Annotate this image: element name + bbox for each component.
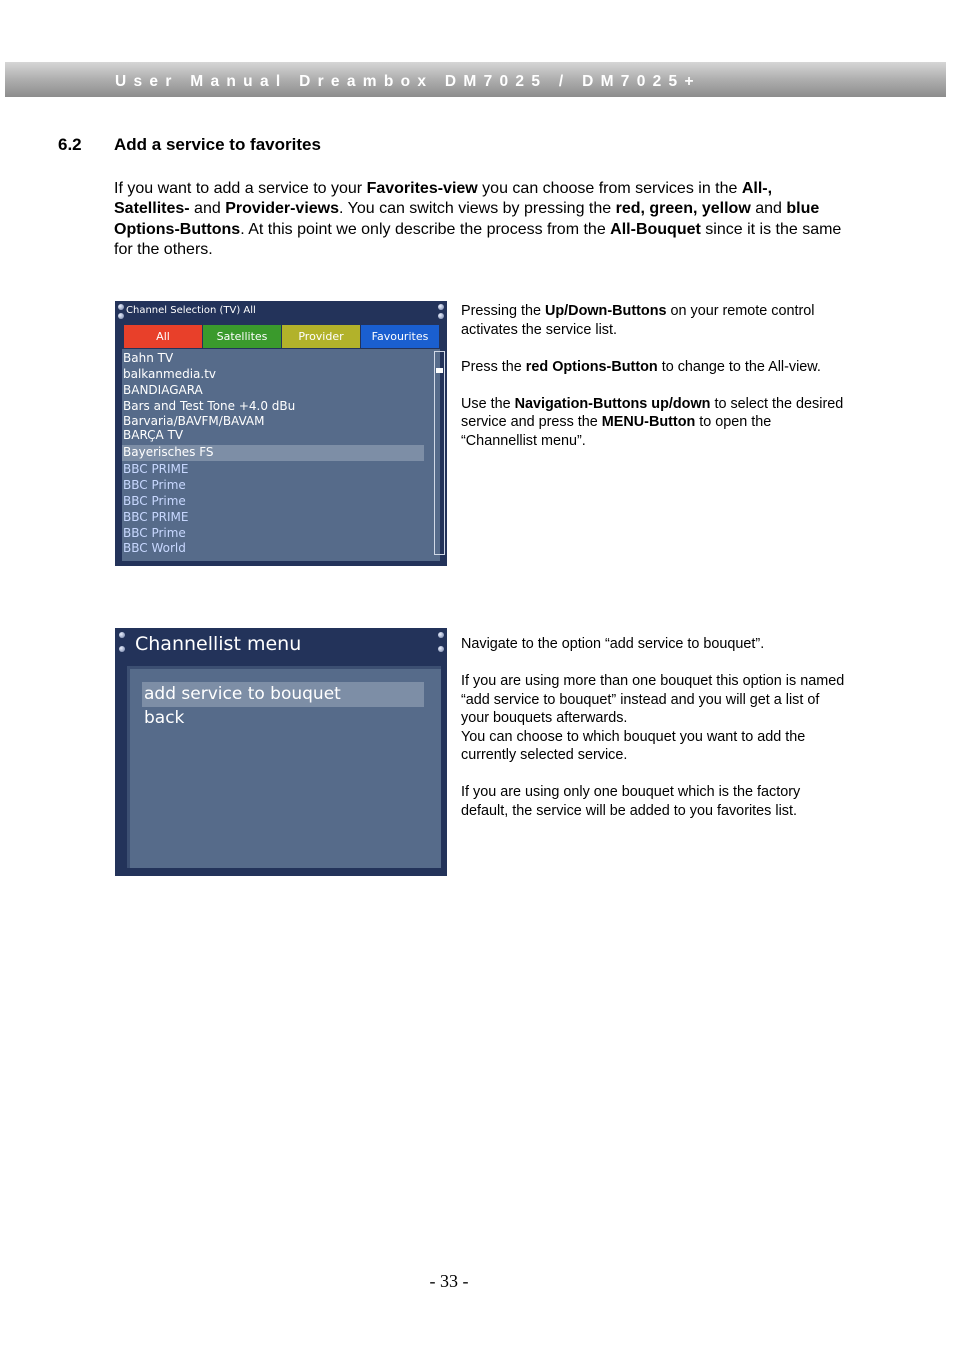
channel-item[interactable]: BANDIAGARA (123, 383, 203, 397)
channellist-menu-screenshot (115, 628, 447, 876)
channel-item[interactable]: BBC World (123, 541, 186, 555)
screw-icon (438, 304, 444, 310)
channel-selection-screenshot (115, 301, 447, 566)
screw-icon (119, 632, 125, 638)
screw-icon (438, 632, 444, 638)
channel-item[interactable]: BARÇA TV (123, 428, 184, 442)
channel-item[interactable]: Barvaria/BAVFM/BAVAM (123, 414, 265, 428)
menu-panel (127, 666, 441, 868)
channel-item[interactable]: BBC PRIME (123, 462, 189, 476)
menu-item-add-service-to-bouquet[interactable]: add service to bouquet (144, 684, 341, 704)
channel-item[interactable]: Bahn TV (123, 351, 174, 365)
channel-item[interactable]: BBC Prime (123, 478, 186, 492)
screw-icon (119, 646, 125, 652)
screen-title: Channel Selection (TV) All (126, 305, 256, 316)
description-2: Navigate to the option “add service to bouquet”. If you are using more than one bouquet this option is named “add service to bouquet” instead and you will get a list of your bouquets afterwards. You can choose to which bouquet you want to add the currently selected service. If you are using only one bouquet which is the factory default, the service will be added to you favorites list. (461, 636, 845, 819)
menu-item-back[interactable]: back (144, 708, 185, 728)
channel-item[interactable]: BBC Prime (123, 526, 186, 540)
screw-icon (118, 304, 124, 310)
description-1: Pressing the Up/Down-Buttons on your remote control activates the service list. Press the red Options-Button to change to the All-view. Use the Navigation-Buttons up/down to select the desired service and press the MENU-Button to open the “Channellist menu”. (461, 303, 844, 449)
scrollbar[interactable] (434, 351, 445, 555)
section-number: 6.2 (58, 135, 82, 154)
scrollbar-thumb[interactable] (436, 368, 443, 373)
screw-icon (438, 646, 444, 652)
channel-list[interactable] (122, 349, 440, 561)
page-number: - 33 - (429, 1271, 469, 1291)
tab-all[interactable]: All (124, 325, 202, 348)
channel-item[interactable]: BBC PRIME (123, 510, 189, 524)
tab-satellites[interactable]: Satellites (203, 325, 281, 348)
section-title: Add a service to favorites (114, 135, 321, 154)
screw-icon (438, 313, 444, 319)
menu-title: Channellist menu (135, 633, 302, 655)
channel-item[interactable]: BBC Prime (123, 494, 186, 508)
channel-item[interactable]: balkanmedia.tv (123, 367, 216, 381)
channel-item[interactable]: Bars and Test Tone +4.0 dBu (123, 399, 296, 413)
tab-favourites[interactable]: Favourites (361, 325, 439, 348)
channel-item-selected[interactable]: Bayerisches FS (123, 445, 214, 459)
screw-icon (118, 313, 124, 319)
header-title: User Manual Dreambox DM7025 / DM7025+ (115, 73, 701, 90)
tab-provider[interactable]: Provider (282, 325, 360, 348)
intro-paragraph: If you want to add a service to your Favorites-view you can choose from services in the All-, Satellites- and Provider-views. You can switch views by pressing the red, green, yellow and blue Options-Buttons. At this point we only describe the process from the All-Bouquet since it is the same for the others. (114, 180, 842, 258)
